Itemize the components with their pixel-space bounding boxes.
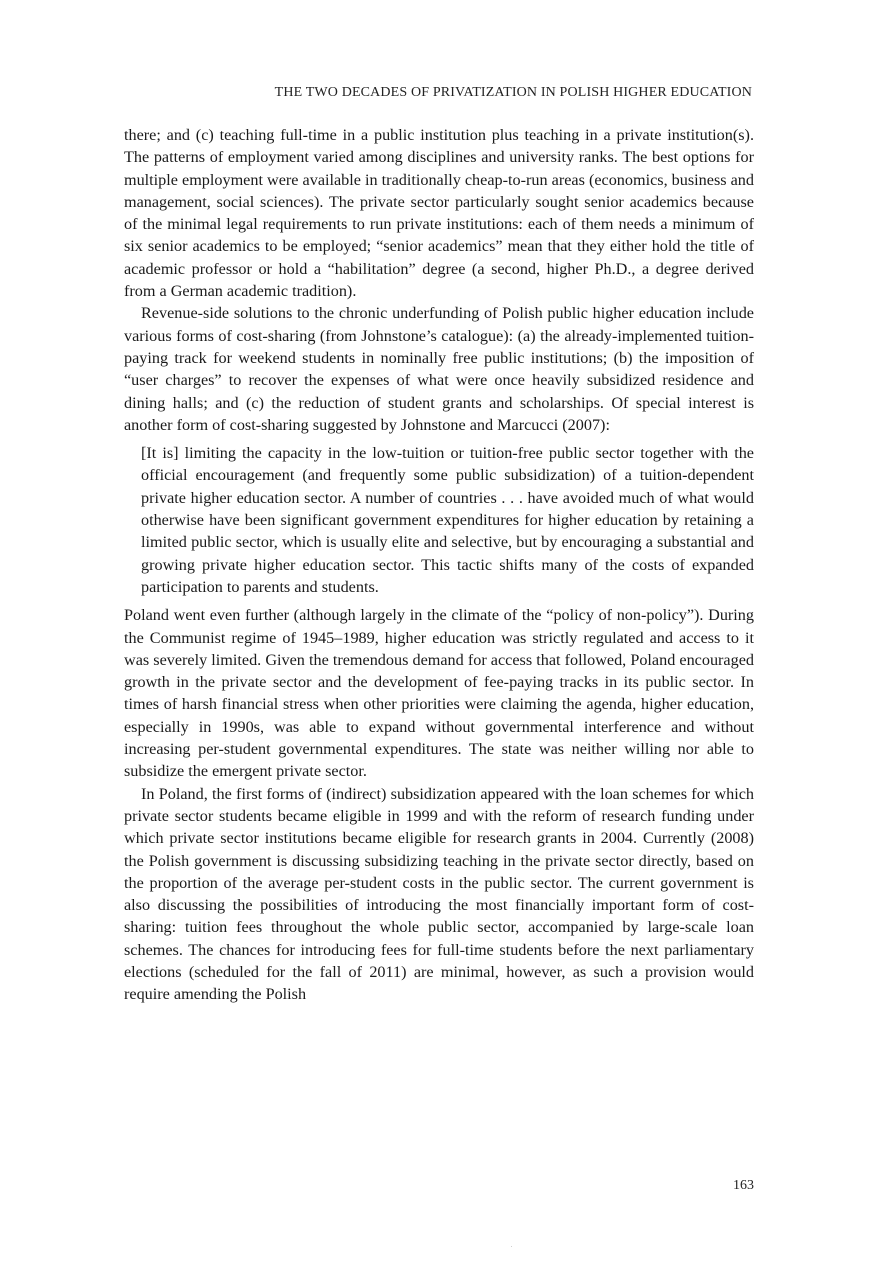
paragraph-cost-sharing: Revenue-side solutions to the chronic underfunding of Polish public higher education include various forms of cost-sharing (from Johnstone’s catalogue): (a) the already-implemented tuition-paying track for weekend students in nominally free public institutions; (b) the imposition of “user charges” to recover the expenses of what were once heavily subsidized residence and dining halls; and (c) the reduction of student grants and scholarships. Of special interest is another form of cost-sharing suggested by Johnstone and Marcucci (2007):: [124, 304, 754, 434]
paragraph-poland-further: Poland went even further (although largely in the climate of the “policy of non-policy”). During the Communist regime of 1945–1989, higher education was strictly regulated and access to it was severely limited. Given the tremendous demand for access that followed, Poland encouraged growth in the private sector and the development of fee-paying tracks in its public sector. In times of harsh financial stress when other priorities were claiming the agenda, higher education, especially in 1990s, was able to expand without governmental interference and without increasing per-student governmental expenditures. The state was neither willing nor able to subsidize the emergent private sector.: [124, 606, 754, 781]
body-text: [124, 124, 754, 1006]
running-header: THE TWO DECADES OF PRIVATIZATION IN POLISH HIGHER EDUCATION: [274, 85, 752, 100]
paragraph-continuation: there; and (c) teaching full-time in a public institution plus teaching in a private institution(s). The patterns of employment varied among disciplines and university ranks. The best options for multiple employment were available in traditionally cheap-to-run areas (economics, business and management, social sciences). The private sector particularly sought senior academics because of the minimal legal requirements to run private institutions: each of them needs a minimum of six senior academics to be employed; “senior academics” mean that they either hold the title of academic professor or hold a “habilitation” degree (a second, higher Ph.D., a degree derived from a German academic tradition).: [124, 126, 754, 301]
block-quote: [It is] limiting the capacity in the low-tuition or tuition-free public sector together with the official encouragement (and frequently some public subsidization) of a tuition-dependent private higher education sector. A number of countries . . . have avoided much of what would otherwise have been significant government expenditures for higher education by retaining a limited public sector, which is usually elite and selective, but by encouraging a substantial and growing private higher education sector. This tactic shifts many of the costs of expanded participation to parents and students.: [141, 444, 754, 596]
paragraph-subsidization: In Poland, the first forms of (indirect) subsidization appeared with the loan schemes for which private sector students became eligible in 1999 and with the reform of research funding under which private sector institutions became eligible for research grants in 2004. Currently (2008) the Polish government is discussing subsidizing teaching in the private sector directly, based on the proportion of the average per-student costs in the public sector. The current government is also discussing the possibilities of introducing the most financially important form of cost-sharing: tuition fees throughout the whole public sector, accompanied by large-scale loan schemes. The chances for introducing fees for full-time students before the next parliamentary elections (scheduled for the fall of 2011) are minimal, however, as such a provision would require amending the Polish: [124, 784, 754, 1004]
page-number: 163: [733, 1178, 754, 1193]
scan-artifact: [511, 1246, 512, 1247]
